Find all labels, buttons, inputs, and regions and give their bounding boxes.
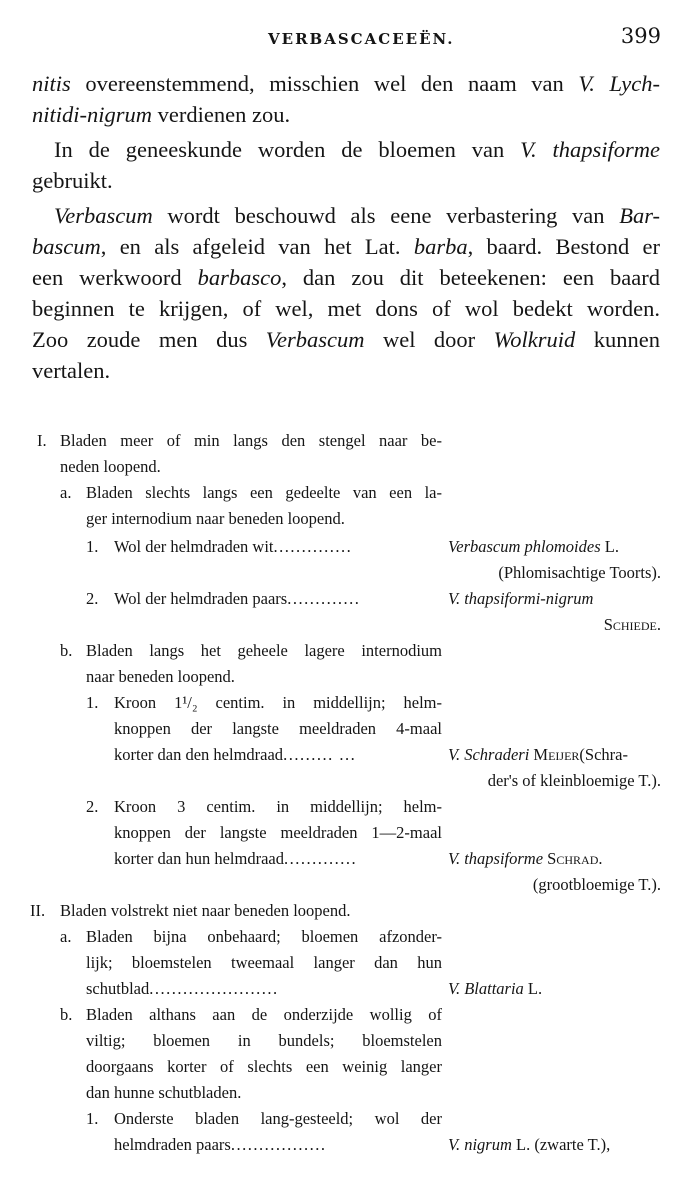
italic-term: Wolkruid — [493, 327, 576, 352]
key-line — [114, 846, 357, 872]
species-result — [448, 976, 542, 1002]
text-run: Zoo zoude men dus — [32, 327, 266, 352]
key-line: lijk; bloemstelen tweemaal langer dan hun — [86, 953, 442, 972]
key-number: a. — [60, 927, 72, 946]
key-line: Bladen althans aan de onderzijde wollig of — [86, 1005, 442, 1024]
key-number: I. — [37, 431, 47, 450]
key-number: b. — [60, 1005, 73, 1024]
author: L. — [523, 979, 543, 998]
key-number: b. — [60, 641, 73, 660]
key-line — [114, 1132, 326, 1158]
leader-dots: ......... ... — [283, 745, 357, 764]
key-line: neden loopend. — [60, 457, 161, 476]
running-title: VERBASCACEEËN. — [268, 30, 455, 48]
key-line: Kroon 1¹/₂ centim. in middellijn; helm- — [114, 693, 442, 712]
key-line — [114, 586, 360, 612]
leader-dots: .............. — [273, 537, 353, 556]
species-name: V. Schraderi — [448, 745, 530, 764]
paragraph-3-line-4: beginnen te krijgen, of wel, met dons of wol bedekt worden. — [32, 296, 660, 321]
leader-dots: ............. — [283, 849, 358, 868]
paragraph-2-line-1 — [32, 134, 660, 165]
author: L. — [600, 537, 619, 556]
species-result — [448, 742, 628, 768]
text-run: verdienen zou. — [152, 102, 291, 127]
text-run: wel door — [364, 327, 494, 352]
key-line — [114, 534, 352, 560]
text-run: korter dan den helmdraad — [114, 745, 284, 764]
leader-dots: ............. — [287, 589, 361, 608]
key-line: Bladen bijna onbehaard; bloemen afzonder- — [86, 927, 442, 946]
running-header — [0, 22, 678, 52]
text-run: (Schra- — [579, 745, 628, 764]
common-name: (Phlomisachtige Toorts). — [498, 563, 661, 582]
text-run: korter dan hun helmdraad — [114, 849, 284, 868]
key-line: viltig; bloemen in bundels; bloemstelen — [86, 1031, 442, 1050]
key-line: knoppen der langste meeldraden 1—2-maal — [114, 823, 442, 842]
species-result — [448, 846, 602, 872]
italic-term: barba — [413, 234, 468, 259]
paragraph-3-line-3 — [32, 262, 660, 293]
italic-term: V. thapsiforme — [520, 137, 660, 162]
key-line: naar beneden loopend. — [86, 667, 235, 686]
italic-term: barbasco — [197, 265, 282, 290]
species-name: V. Blattaria — [448, 979, 524, 998]
key-line: Bladen volstrekt niet naar beneden loopend. — [60, 901, 351, 920]
key-line: Bladen slechts langs een gedeelte van een la- — [86, 483, 442, 502]
key-number: 2. — [86, 797, 99, 816]
leader-dots: ....................... — [149, 979, 279, 998]
text-run: een werkwoord — [32, 265, 198, 290]
page-number: 399 — [620, 24, 661, 48]
key-number: 2. — [86, 589, 99, 608]
key-line — [86, 976, 279, 1002]
author: Meijer — [529, 745, 580, 764]
italic-term: nitis — [32, 71, 71, 96]
text-run: L. (zwarte T.), — [511, 1135, 611, 1154]
key-line: Kroon 3 centim. in middellijn; helm- — [114, 797, 442, 816]
paragraph-3-line-5 — [32, 324, 660, 355]
key-line: Bladen meer of min langs den stengel naar be- — [60, 431, 442, 450]
key-line: dan hunne schutbladen. — [86, 1083, 242, 1102]
paragraph-3-line-6: vertalen. — [32, 358, 111, 383]
key-line: Onderste bladen lang-gesteeld; wol der — [114, 1109, 442, 1128]
key-line: knoppen der langste meeldraden 4-maal — [114, 719, 442, 738]
text-run: schutblad — [86, 979, 150, 998]
species-name: V. nigrum — [448, 1135, 512, 1154]
italic-term: Verbascum — [54, 203, 153, 228]
common-name: der's of kleinbloemige T.). — [487, 771, 661, 790]
key-number: a. — [60, 483, 72, 502]
italic-term: Verbascum — [265, 327, 365, 352]
text-run: Wol der helmdraden wit — [114, 537, 274, 556]
key-line: doorgaans korter of slechts een weinig langer — [86, 1057, 442, 1076]
species-name: V. thapsiformi-nigrum — [448, 589, 594, 608]
text-run: kunnen — [575, 327, 660, 352]
italic-term: bascum — [32, 234, 101, 259]
italic-term: Bar- — [619, 203, 660, 228]
author: Schrad. — [543, 849, 603, 868]
species-name: V. thapsiforme — [448, 849, 544, 868]
species-result — [448, 1132, 610, 1158]
text-run: overeenstemmend, misschien wel den naam van — [70, 71, 579, 96]
key-line: Bladen langs het geheele lagere internodium — [86, 641, 442, 660]
leader-dots: ................. — [230, 1135, 327, 1154]
key-line — [114, 742, 356, 768]
key-number: 1. — [86, 693, 99, 712]
text-run: wordt beschouwd als eene verbastering van — [152, 203, 620, 228]
body-text — [32, 68, 660, 386]
text-run: Wol der helmdraden paars — [114, 589, 288, 608]
author: Schiede. — [603, 615, 661, 634]
key-number: II. — [30, 901, 46, 920]
key-line: ger internodium naar beneden loopend. — [86, 509, 345, 528]
paragraph-3-line-2 — [32, 231, 660, 262]
text-run: helmdraden paars — [114, 1135, 231, 1154]
text-run: , dan zou dit beteekenen: een baard — [281, 265, 660, 290]
italic-term: nitidi-nigrum — [32, 102, 153, 127]
common-name: (grootbloemige T.). — [532, 875, 661, 894]
italic-term: V. Lych- — [578, 71, 661, 96]
paragraph-3-line-1 — [32, 200, 660, 231]
species-name: Verbascum phlomoides — [448, 537, 601, 556]
paragraph-1-line-2 — [32, 99, 660, 130]
paragraph-1-line-1 — [32, 68, 660, 99]
paragraph-2-line-2: gebruikt. — [32, 168, 113, 193]
text-run: , en als afgeleid van het Lat. — [100, 234, 414, 259]
key-number: 1. — [86, 1109, 99, 1128]
text-run: , baard. Bestond er — [467, 234, 660, 259]
key-number: 1. — [86, 537, 99, 556]
species-result — [448, 534, 619, 560]
text-run: In de geneeskunde worden de bloemen van — [54, 137, 521, 162]
